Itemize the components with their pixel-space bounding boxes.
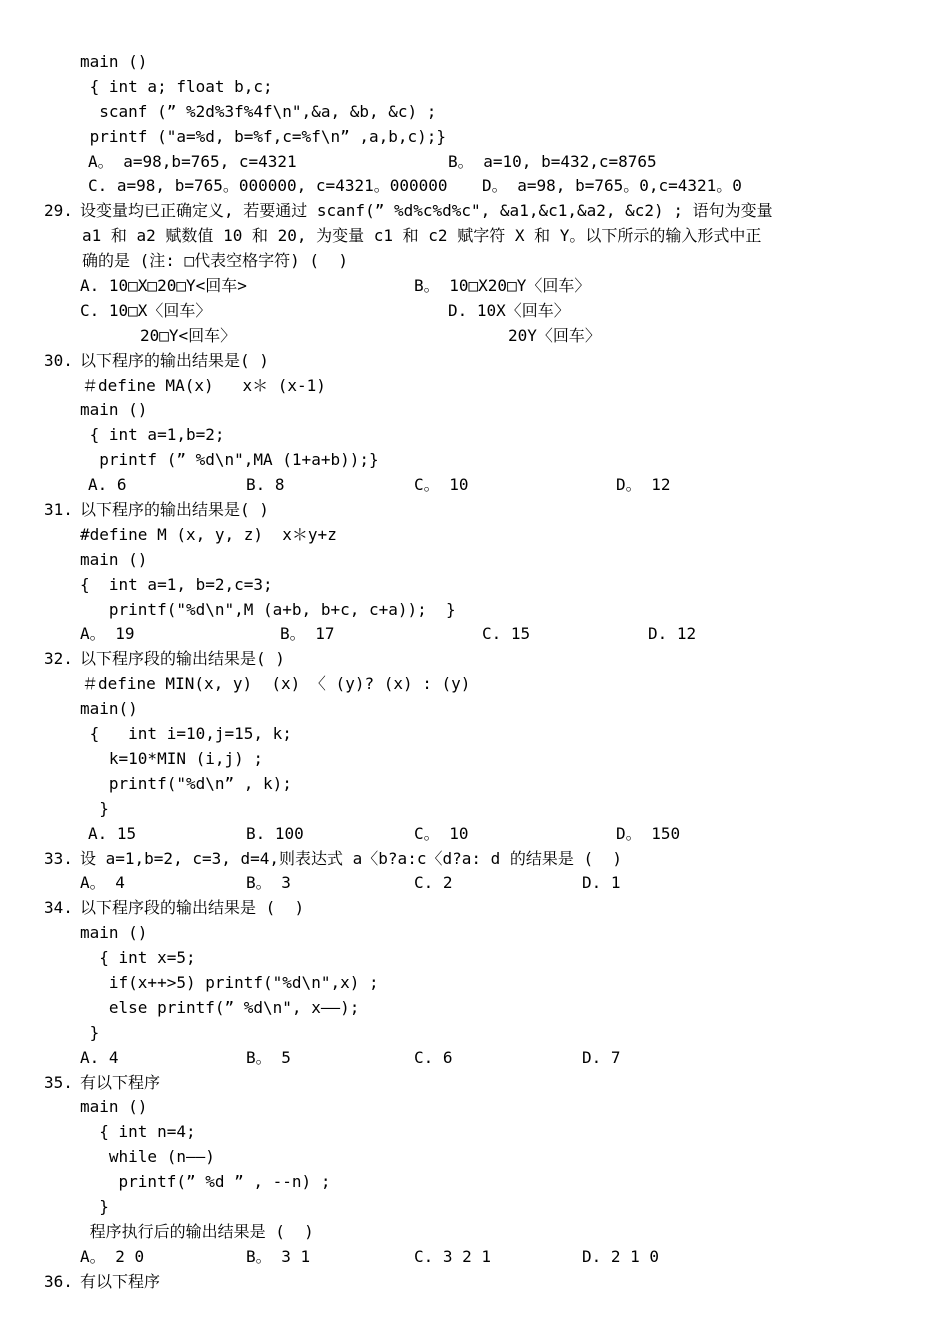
options-line: [0, 473, 950, 498]
answer-option: B。 3 1: [246, 1246, 311, 1266]
code-line: scanf (” %2d%3f%4f\n",&a, &b, &c) ;: [80, 101, 437, 121]
answer-option: A. 15: [88, 823, 137, 843]
question-line: [0, 498, 950, 523]
code-line: main (): [80, 400, 148, 420]
answer-option: A。 2 0: [80, 1246, 145, 1266]
text-line: [0, 125, 950, 150]
question-line: [0, 349, 950, 374]
code-line: { int x=5;: [80, 948, 196, 968]
text-line: [0, 971, 950, 996]
code-line: }: [80, 1022, 100, 1042]
answer-option: D。 a=98, b=765。0,c=4321。0: [482, 176, 742, 196]
question-line: [0, 1270, 950, 1295]
text-line: [0, 921, 950, 946]
code-line: { int a=1,b=2;: [80, 425, 225, 445]
answer-option: D. 2 1 0: [582, 1246, 660, 1266]
code-line: main (): [80, 1097, 148, 1117]
code-line: 确的是 (注: □代表空格字符) ( ): [82, 251, 348, 271]
text-line: [0, 423, 950, 448]
answer-option: D. 10X〈回车〉: [448, 300, 570, 320]
answer-option: C. 10□X〈回车〉: [80, 300, 212, 320]
text-line: [0, 1120, 950, 1145]
answer-option: A。 4: [80, 873, 125, 893]
question-number: 34.: [44, 898, 73, 918]
code-line: { int a; float b,c;: [80, 76, 273, 96]
question-text: 设 a=1,b=2, c=3, d=4,则表达式 a〈b?a:c〈d?a: d 的结果是 ( ): [80, 848, 623, 868]
question-number: 35.: [44, 1072, 73, 1092]
text-line: [0, 1145, 950, 1170]
text-line: [0, 1220, 950, 1245]
answer-option: D. 7: [582, 1047, 621, 1067]
answer-option: C。 10: [414, 823, 469, 843]
question-text: 设变量均已正确定义, 若要通过 scanf(” %d%c%d%c", &a1,&c1,&a2, &c2) ; 语句为变量: [80, 201, 773, 221]
text-line: [0, 598, 950, 623]
answer-option: A. 6: [88, 475, 127, 495]
code-line: printf("%d\n” , k);: [80, 773, 292, 793]
code-line: main (): [80, 549, 148, 569]
code-line: main (): [80, 52, 148, 71]
text-line: [0, 523, 950, 548]
code-line: printf (” %d\n",MA (1+a+b));}: [80, 450, 379, 470]
options-line: [0, 1046, 950, 1071]
text-line: [0, 75, 950, 100]
text-line: [0, 797, 950, 822]
code-line: else printf(” %d\n", x——);: [80, 997, 360, 1017]
answer-option: B。 10□X20□Y〈回车〉: [414, 276, 591, 296]
text-line: [0, 100, 950, 125]
question-number: 36.: [44, 1271, 73, 1291]
text-line: [0, 1021, 950, 1046]
code-line: a1 和 a2 赋数值 10 和 20, 为变量 c1 和 c2 赋字符 X 和 Y。以下所示的输入形式中正: [82, 226, 762, 246]
question-text: 以下程序的输出结果是( ): [80, 500, 269, 520]
code-line: if(x++>5) printf("%d\n",x) ;: [80, 972, 379, 992]
document-page: [0, 50, 950, 1295]
code-line: while (n——): [80, 1147, 215, 1167]
code-line: ＃define MA(x) x＊ (x-1): [82, 375, 326, 395]
options-line: [0, 150, 950, 175]
text-line: [0, 50, 950, 75]
text-line: [0, 448, 950, 473]
question-line: [0, 847, 950, 872]
code-line: 程序执行后的输出结果是 ( ): [80, 1221, 314, 1241]
code-line: printf ("a=%d, b=%f,c=%f\n” ,a,b,c);}: [80, 126, 447, 146]
text-line: [0, 398, 950, 423]
code-line: printf("%d\n",M (a+b, b+c, c+a)); }: [80, 599, 456, 619]
question-line: [0, 199, 950, 224]
question-number: 32.: [44, 649, 73, 669]
text-line: [0, 548, 950, 573]
answer-option: 20Y〈回车〉: [508, 325, 601, 345]
text-line: [0, 996, 950, 1021]
text-line: [0, 1095, 950, 1120]
question-text: 有以下程序: [80, 1072, 161, 1092]
options-line: [0, 174, 950, 199]
options-line: [0, 822, 950, 847]
answer-option: 20□Y<回车〉: [140, 325, 237, 345]
question-text: 以下程序的输出结果是( ): [80, 350, 269, 370]
answer-option: D. 1: [582, 873, 621, 893]
text-line: [0, 1170, 950, 1195]
answer-option: A. 10□X□20□Y<回车>: [80, 276, 247, 296]
options-line: [0, 871, 950, 896]
answer-option: B. 100: [246, 823, 304, 843]
answer-option: A。 19: [80, 624, 135, 644]
answer-option: C. a=98, b=765。000000, c=4321。000000: [88, 176, 448, 196]
answer-option: B。 3: [246, 873, 291, 893]
question-number: 29.: [44, 201, 73, 221]
text-line: [0, 249, 950, 274]
code-line: { int a=1, b=2,c=3;: [80, 574, 273, 594]
options-line: [0, 1245, 950, 1270]
question-number: 30.: [44, 350, 73, 370]
answer-option: D。 150: [616, 823, 681, 843]
question-number: 31.: [44, 500, 73, 520]
text-line: [0, 374, 950, 399]
text-line: [0, 1195, 950, 1220]
code-line: main(): [80, 699, 138, 719]
question-line: [0, 896, 950, 921]
text-line: [0, 722, 950, 747]
text-line: [0, 747, 950, 772]
code-line: k=10*MIN (i,j) ;: [80, 748, 264, 768]
question-line: [0, 1071, 950, 1096]
code-line: main (): [80, 923, 148, 943]
code-line: }: [80, 1196, 109, 1216]
answer-option: B。 5: [246, 1047, 291, 1067]
code-line: #define M (x, y, z) x＊y+z: [80, 524, 337, 544]
answer-option: A. 4: [80, 1047, 119, 1067]
question-text: 有以下程序: [80, 1271, 161, 1291]
answer-option: B。 a=10, b=432,c=8765: [448, 151, 657, 171]
answer-option: D. 12: [648, 624, 697, 644]
options-line: [0, 622, 950, 647]
options-line: [0, 299, 950, 324]
question-text: 以下程序段的输出结果是( ): [80, 649, 285, 669]
code-line: { int n=4;: [80, 1122, 196, 1142]
text-line: [0, 224, 950, 249]
text-line: [0, 697, 950, 722]
answer-option: C. 3 2 1: [414, 1246, 492, 1266]
code-line: }: [80, 798, 109, 818]
text-line: [0, 946, 950, 971]
question-line: [0, 647, 950, 672]
code-line: printf(” %d ” , --n) ;: [80, 1172, 331, 1192]
question-text: 以下程序段的输出结果是 ( ): [80, 898, 305, 918]
answer-option: C. 15: [482, 624, 531, 644]
code-line: { int i=10,j=15, k;: [80, 724, 292, 744]
text-line: [0, 772, 950, 797]
answer-option: C. 2: [414, 873, 453, 893]
answer-option: C. 6: [414, 1047, 453, 1067]
answer-option: A。 a=98,b=765, c=4321: [88, 151, 297, 171]
answer-option: D。 12: [616, 475, 671, 495]
text-line: [0, 573, 950, 598]
options-line: [0, 324, 950, 349]
answer-option: B. 8: [246, 475, 285, 495]
text-line: [0, 672, 950, 697]
answer-option: C。 10: [414, 475, 469, 495]
question-number: 33.: [44, 848, 73, 868]
options-line: [0, 274, 950, 299]
code-line: ＃define MIN(x, y) (x) 〈 (y)? (x) : (y): [82, 674, 471, 694]
answer-option: B。 17: [280, 624, 335, 644]
